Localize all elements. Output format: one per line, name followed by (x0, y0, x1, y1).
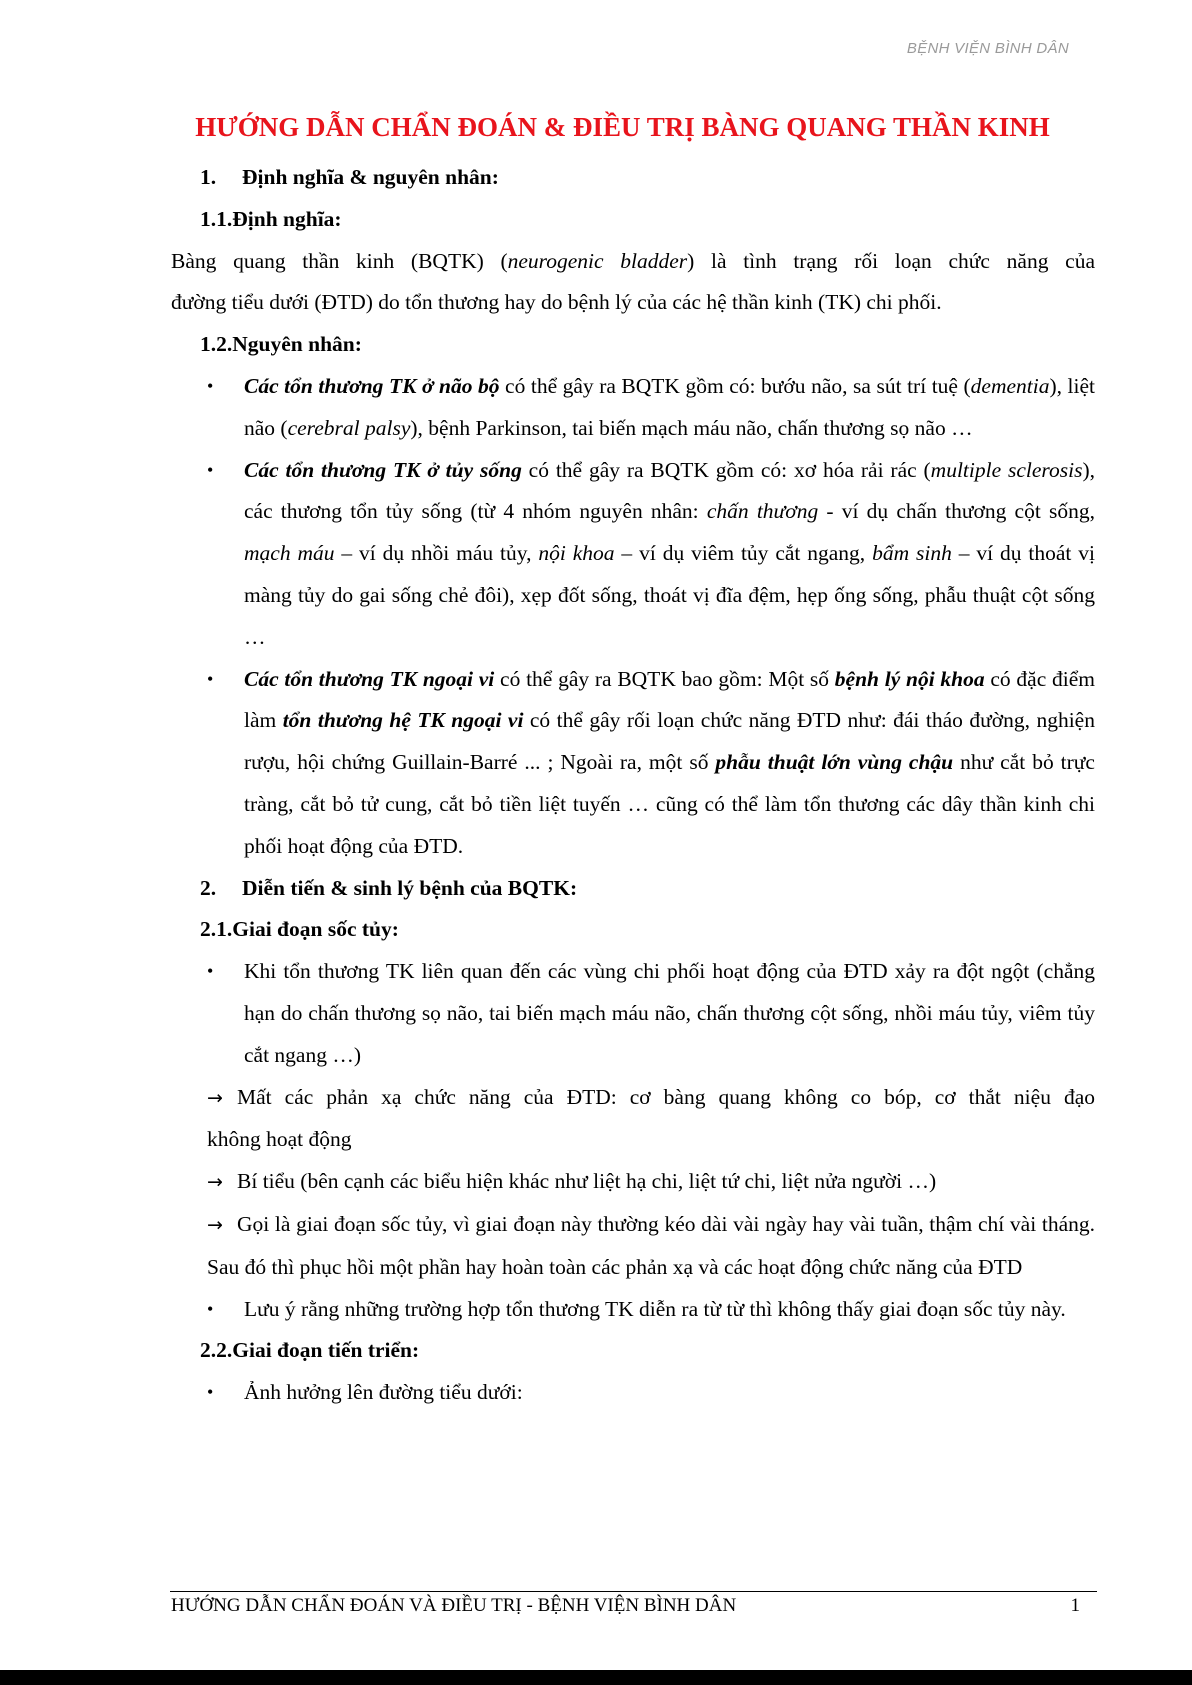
arrow-right-icon: → (207, 1086, 223, 1109)
subsection-2-1-heading: 2.1.Giai đoạn sốc tủy: (200, 917, 399, 942)
header-hospital-name: BỆNH VIỆN BÌNH DÂN (906, 40, 1069, 57)
arrow-paragraph-continuation: không hoạt động (207, 1127, 352, 1152)
document-title: HƯỚNG DẪN CHẨN ĐOÁN & ĐIỀU TRỊ BÀNG QUANG THẦN KINH (195, 112, 1050, 142)
bullet-icon: • (207, 668, 214, 689)
page-number: 1 (1070, 1595, 1080, 1616)
note-list (171, 1289, 1095, 1331)
list-item: • Lưu ý rằng những trường hợp tổn thương TK diễn ra từ từ thì không thấy giai đoạn sốc tủy này. (171, 1289, 1095, 1331)
arrow-paragraph: → Gọi là giai đoạn sốc tủy, vì giai đoạn này thường kéo dài vài ngày hay vài tuần, thậm chí vài tháng. Sau đó thì phục hồi một phần hay hoàn toàn các phản xạ và các hoạt động chức năng của ĐTD (207, 1204, 1095, 1289)
bottom-edge-bar (0, 1670, 1192, 1685)
subsection-1-2-heading: 1.2.Nguyên nhân: (200, 332, 362, 357)
spinal-shock-list (171, 951, 1095, 1076)
document-body (171, 157, 1095, 1414)
section-1-heading: 1. Định nghĩa & nguyên nhân: (200, 165, 499, 189)
list-item: • Ảnh hưởng lên đường tiểu dưới: (171, 1372, 1095, 1414)
subsection-2-2-heading: 2.2.Giai đoạn tiến triển: (200, 1338, 420, 1363)
bullet-icon: • (207, 375, 214, 396)
subsection-1-1-heading: 1.1.Định nghĩa: (200, 206, 342, 231)
list-item: • Các tổn thương TK ở tủy sống có thể gây ra BQTK gồm có: xơ hóa rải rác (multiple sclerosis), các thương tổn tủy sống (từ 4 nhóm nguyên nhân: chấn thương - ví dụ chấn thương cột sống, mạch máu – ví dụ nhồi máu tủy, nội khoa – ví dụ viêm tủy cắt ngang, bẩm sinh – ví dụ thoát vị màng tủy do gai sống chẻ đôi), xẹp đốt sống, thoát vị đĩa đệm, hẹp ống sống, phẫu thuật cột sống … (171, 450, 1095, 659)
footer-divider (170, 1591, 1097, 1592)
arrow-paragraph: → Bí tiểu (bên cạnh các biểu hiện khác như liệt hạ chi, liệt tứ chi, liệt nửa người …) (207, 1161, 1095, 1204)
arrow-right-icon: → (207, 1213, 223, 1236)
bullet-icon: • (207, 459, 214, 480)
list-item: • Các tổn thương TK ở não bộ có thể gây ra BQTK gồm có: bướu não, sa sút trí tuệ (dementia), liệt não (cerebral palsy), bệnh Parkinson, tai biến mạch máu não, chấn thương sọ não … (171, 366, 1095, 450)
progression-list (171, 1372, 1095, 1414)
bullet-icon: • (207, 1298, 214, 1319)
arrow-right-icon: → (207, 1171, 223, 1194)
list-item: • Khi tổn thương TK liên quan đến các vùng chi phối hoạt động của ĐTD xảy ra đột ngột (chẳng hạn do chấn thương sọ não, tai biến mạch máu não, chấn thương cột sống, nhồi máu tủy, viêm tủy cắt ngang …) (171, 951, 1095, 1076)
arrow-paragraph: → Mất các phản xạ chức năng của ĐTD: cơ bàng quang không co bóp, cơ thắt niệu đạo (207, 1077, 1095, 1120)
causes-list (171, 366, 1095, 868)
definition-paragraph-line1: Bàng quang thần kinh (BQTK) (neurogenic bladder) là tình trạng rối loạn chức năng của (171, 248, 1095, 273)
list-item: • Các tổn thương TK ngoại vi có thể gây ra BQTK bao gồm: Một số bệnh lý nội khoa có đặc điểm làm tổn thương hệ TK ngoại vi có thể gây rối loạn chức năng ĐTD như: đái tháo đường, nghiện rượu, hội chứng Guillain-Barré ... ; Ngoài ra, một số phẫu thuật lớn vùng chậu như cắt bỏ trực tràng, cắt bỏ tử cung, cắt bỏ tiền liệt tuyến … cũng có thể làm tổn thương các dây thần kinh chi phối hoạt động của ĐTD. (171, 659, 1095, 868)
footer-text: HƯỚNG DẪN CHẨN ĐOÁN VÀ ĐIỀU TRỊ - BỆNH VIỆN BÌNH DÂN (171, 1595, 737, 1616)
definition-paragraph-line2: đường tiểu dưới (ĐTD) do tổn thương hay do bệnh lý của các hệ thần kinh (TK) chi phối. (171, 290, 942, 315)
bullet-icon: • (207, 1382, 214, 1403)
bullet-icon: • (207, 961, 214, 982)
section-2-heading: 2. Diễn tiến & sinh lý bệnh của BQTK: (200, 875, 578, 900)
